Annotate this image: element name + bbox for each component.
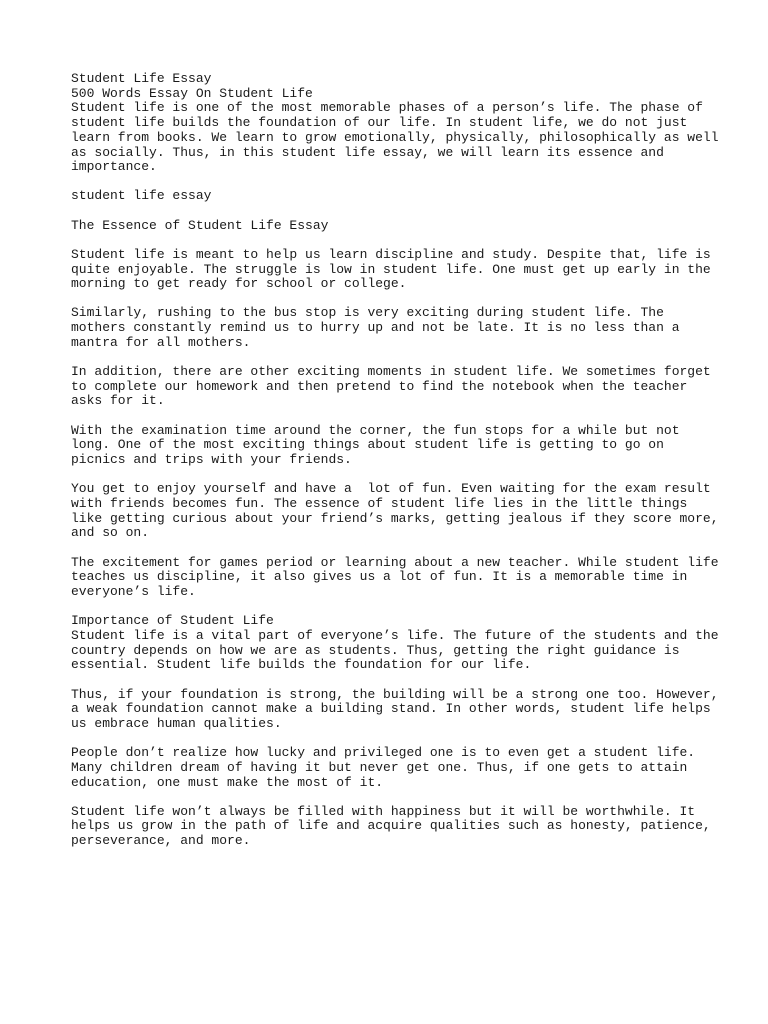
text-line: Thus, if your foundation is strong, the building will be a strong one too. However, [71, 686, 719, 702]
text-line: student life essay [71, 188, 212, 204]
text-line: Similarly, rushing to the bus stop is very exciting during student life. The [71, 305, 664, 321]
text-line: country depends on how we are as students. Thus, getting the right guidance is [71, 642, 680, 658]
paragraph [71, 746, 721, 790]
text-line: Many children dream of having it but never get one. Thus, if one gets to attain [71, 759, 688, 775]
text-line: Student life is meant to help us learn discipline and study. Despite that, life is [71, 246, 711, 262]
text-line: quite enjoyable. The struggle is low in student life. One must get up early in the [71, 261, 711, 277]
paragraph [71, 556, 721, 600]
text-line: Student life is a vital part of everyone’s life. The future of the students and the [71, 627, 719, 643]
text-line: like getting curious about your friend’s marks, getting jealous if they score more, [71, 510, 719, 526]
text-line: The excitement for games period or learning about a new teacher. While student life [71, 554, 719, 570]
text-line: with friends becomes fun. The essence of student life lies in the little things [71, 495, 688, 511]
text-line: Student life won’t always be filled with happiness but it will be worthwhile. It [71, 803, 696, 819]
text-line: asks for it. [71, 393, 165, 409]
paragraph [71, 805, 721, 849]
paragraph [71, 688, 721, 732]
text-line: Student life is one of the most memorable phases of a person’s life. The phase of [71, 100, 703, 116]
text-line: essential. Student life builds the foundation for our life. [71, 657, 532, 673]
paragraph [71, 365, 721, 409]
text-line: In addition, there are other exciting moments in student life. We sometimes forget [71, 364, 711, 380]
text-line: Student Life Essay [71, 71, 212, 86]
text-line: People don’t realize how lucky and privileged one is to even get a student life. [71, 745, 696, 761]
text-line: importance. [71, 159, 157, 175]
paragraph [71, 614, 721, 673]
text-line: long. One of the most exciting things about student life is getting to go on [71, 437, 664, 453]
text-line: and so on. [71, 525, 150, 541]
paragraph [71, 189, 721, 204]
text-line: education, one must make the most of it. [71, 774, 384, 790]
paragraph [71, 482, 721, 541]
text-line: morning to get ready for school or college. [71, 276, 407, 292]
text-line: 500 Words Essay On Student Life [71, 85, 313, 101]
paragraph [71, 72, 721, 175]
text-line: mantra for all mothers. [71, 334, 251, 350]
text-line: us embrace human qualities. [71, 715, 282, 731]
document-page [71, 72, 721, 863]
text-line: as socially. Thus, in this student life essay, we will learn its essence and [71, 144, 664, 160]
text-line: The Essence of Student Life Essay [71, 217, 329, 233]
text-line: Importance of Student Life [71, 613, 274, 629]
text-line: teaches us discipline, it also gives us a lot of fun. It is a memorable time in [71, 569, 688, 585]
paragraph [71, 219, 721, 234]
text-line: picnics and trips with your friends. [71, 452, 352, 468]
text-line: perseverance, and more. [71, 833, 251, 849]
text-line: helps us grow in the path of life and acquire qualities such as honesty, patience, [71, 818, 711, 834]
paragraph [71, 248, 721, 292]
text-line: With the examination time around the corner, the fun stops for a while but not [71, 422, 680, 438]
text-line: to complete our homework and then pretend to find the notebook when the teacher [71, 378, 688, 394]
text-line: mothers constantly remind us to hurry up and not be late. It is no less than a [71, 320, 680, 336]
text-line: learn from books. We learn to grow emotionally, physically, philosophically as well [71, 129, 719, 145]
text-line: You get to enjoy yourself and have a lot of fun. Even waiting for the exam result [71, 481, 711, 497]
document-body [71, 72, 721, 849]
text-line: everyone’s life. [71, 583, 196, 599]
paragraph [71, 424, 721, 468]
paragraph [71, 306, 721, 350]
text-line: a weak foundation cannot make a building stand. In other words, student life helps [71, 701, 711, 717]
text-line: student life builds the foundation of our life. In student life, we do not just [71, 115, 688, 131]
